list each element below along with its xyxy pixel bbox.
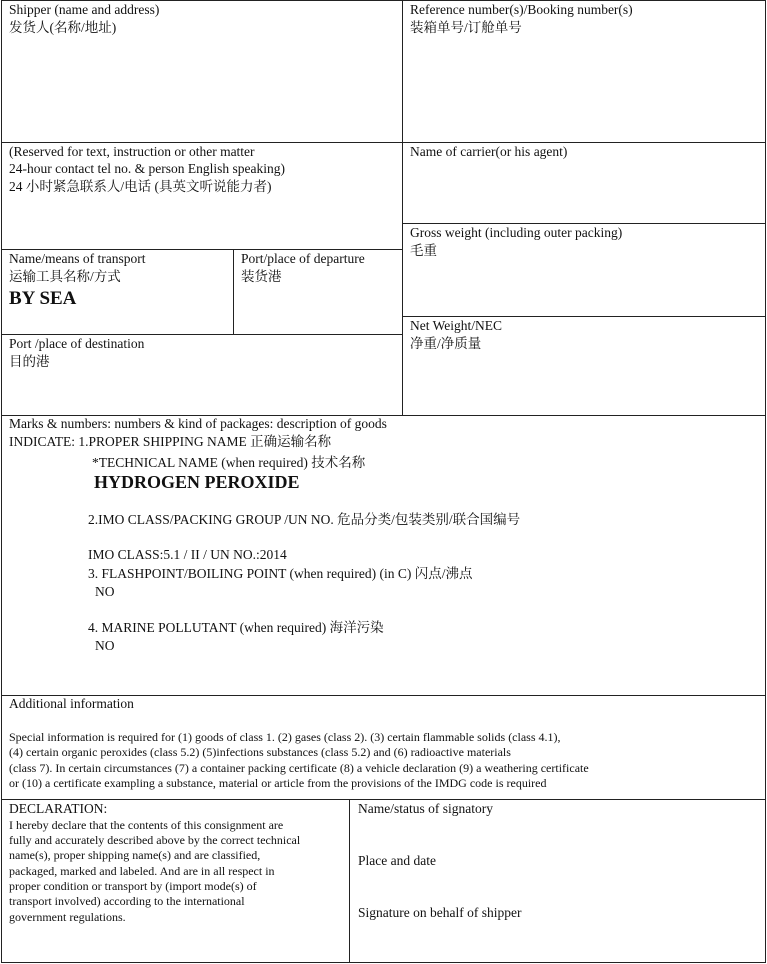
declaration-title: DECLARATION: <box>9 801 108 816</box>
goods-imo-label: 2.IMO CLASS/PACKING GROUP /UN NO. 危品分类/包装类别/联合国编号 <box>88 512 521 527</box>
departure-label-cn: 装货港 <box>241 269 282 284</box>
signatory-signature: Signature on behalf of shipper <box>358 905 522 920</box>
goods-pollutant-label: 4. MARINE POLLUTANT (when required) 海洋污染 <box>88 620 384 635</box>
goods-product: HYDROGEN PEROXIDE <box>94 472 300 492</box>
declaration-line: I hereby declare that the contents of this consignment are <box>9 818 284 832</box>
transport-value: BY SEA <box>9 288 77 309</box>
additional-label: Additional information <box>9 696 134 711</box>
goods-technical-name: *TECHNICAL NAME (when required) 技术名称 <box>92 455 366 470</box>
declaration-line: government regulations. <box>9 910 126 924</box>
goods-flashpoint-label: 3. FLASHPOINT/BOILING POINT (when required) (in C) 闪点/沸点 <box>88 566 473 581</box>
destination-label-en: Port /place of destination <box>9 336 145 351</box>
goods-indicate: INDICATE: 1.PROPER SHIPPING NAME 正确运输名称 <box>9 434 332 449</box>
goods-flashpoint-value: NO <box>95 584 115 599</box>
signatory-name-status: Name/status of signatory <box>358 801 493 816</box>
shipper-label-en: Shipper (name and address) <box>9 2 160 17</box>
transport-label-en: Name/means of transport <box>9 251 146 266</box>
declaration-line: transport involved) according to the international <box>9 894 245 908</box>
additional-line: Special information is required for (1) goods of class 1. (2) gases (class 2). (3) certain flammable solids (class 4.1), <box>9 730 561 744</box>
reserved-line1: (Reserved for text, instruction or other matter <box>9 144 255 159</box>
goods-imo-value: IMO CLASS:5.1 / II / UN NO.:2014 <box>88 547 287 562</box>
departure-label-en: Port/place of departure <box>241 251 365 266</box>
signatory-box <box>349 799 766 963</box>
gross-weight-label-en: Gross weight (including outer packing) <box>410 225 623 240</box>
reference-label-en: Reference number(s)/Booking number(s) <box>410 2 633 17</box>
additional-line: (4) certain organic peroxides (class 5.2) (5)infections substances (class 5.2) and (6) radioactive materials <box>9 745 511 759</box>
gross-weight-label-cn: 毛重 <box>410 243 437 258</box>
additional-line: or (10) a certificate exampling a substance, material or article from the provisions of the IMDG code is required <box>9 776 547 790</box>
goods-pollutant-value: NO <box>95 638 115 653</box>
declaration-line: packaged, marked and labeled. And are in all respect in <box>9 864 275 878</box>
declaration-line: fully and accurately described above by the correct technical <box>9 833 301 847</box>
declaration-line: proper condition or transport by (import mode(s) of <box>9 879 257 893</box>
declaration-line: name(s), proper shipping name(s) and are classified, <box>9 848 261 862</box>
reserved-line2: 24-hour contact tel no. & person English speaking) <box>9 161 285 176</box>
reserved-line3: 24 小时紧急联系人/电话 (具英文听说能力者) <box>9 179 272 194</box>
reference-label-cn: 装箱单号/订舱单号 <box>410 20 522 35</box>
additional-line: (class 7). In certain circumstances (7) a container packing certificate (8) a vehicle declaration (9) a weathering certificate <box>9 761 589 775</box>
shipper-label-cn: 发货人(名称/地址) <box>9 20 117 35</box>
carrier-label: Name of carrier(or his agent) <box>410 144 568 159</box>
goods-header: Marks & numbers: numbers & kind of packages: description of goods <box>9 416 387 431</box>
net-weight-label-en: Net Weight/NEC <box>410 318 503 333</box>
signatory-place-date: Place and date <box>358 853 436 868</box>
transport-label-cn: 运输工具名称/方式 <box>9 269 121 284</box>
net-weight-label-cn: 净重/净质量 <box>410 336 482 351</box>
destination-label-cn: 目的港 <box>9 354 50 369</box>
